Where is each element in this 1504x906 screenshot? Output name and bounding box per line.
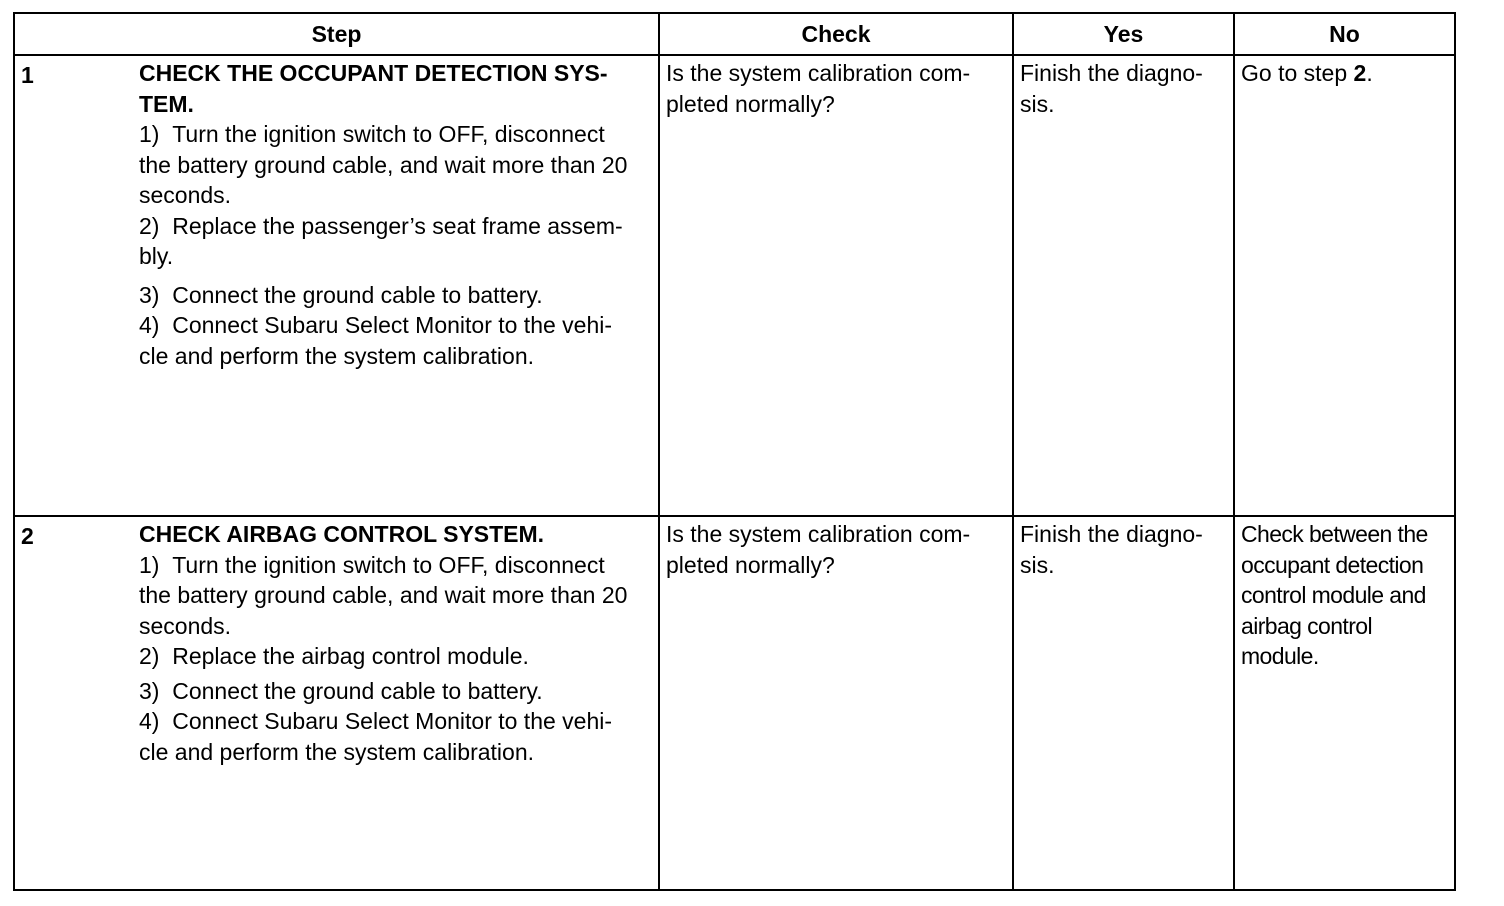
yes-cell [1013,55,1234,516]
instruction-line: the battery ground cable, and wait more than 20 [139,582,628,608]
instruction-line: the battery ground cable, and wait more than 20 [139,151,628,178]
check-cell [659,55,1013,516]
no-action: Go to step [1241,60,1354,86]
step-title: CHECK AIRBAG CONTROL SYSTEM. [139,521,545,547]
header-step: Step [14,13,659,55]
step-title-continued: TEM. [139,90,194,117]
step-cell [14,516,659,890]
step-number: 1 [21,62,34,88]
instruction-line: cle and perform the system calibration. [139,738,535,765]
step-body [139,56,654,371]
no-action: Check between the [1241,521,1428,547]
no-action-continued: occupant detection [1241,551,1424,578]
no-step-reference: 2 [1353,60,1367,86]
check-question: Is the system calibration com- [666,60,971,86]
yes-action-continued: sis. [1020,90,1055,117]
instruction-line: cle and perform the system calibration. [139,342,535,369]
instruction-line: seconds. [139,612,232,639]
step-title: CHECK THE OCCUPANT DETECTION SYS- [139,60,608,86]
yes-action-continued: sis. [1020,551,1055,578]
header-row [14,13,1455,55]
no-action-continued: module. [1241,643,1319,669]
check-question-continued: pleted normally? [666,90,835,117]
no-action-end: . [1366,60,1373,86]
yes-action: Finish the diagno- [1020,60,1203,86]
no-cell [1234,55,1455,516]
instruction-line: 2) Replace the airbag control module. [139,643,529,669]
step-number: 2 [21,523,34,549]
header-no: No [1234,13,1455,55]
yes-cell [1013,516,1234,890]
instruction-line: 2) Replace the passenger’s seat frame assem- [139,212,623,239]
instruction-line: 1) Turn the ignition switch to OFF, disconnect [139,121,605,147]
instruction-line: 3) Connect the ground cable to battery. [139,281,543,308]
instruction-line: 4) Connect Subaru Select Monitor to the vehi- [139,312,613,338]
instruction-line: 4) Connect Subaru Select Monitor to the vehi- [139,708,613,734]
check-question: Is the system calibration com- [666,521,971,547]
instruction-line: 3) Connect the ground cable to battery. [139,677,543,704]
no-action-continued: airbag control [1241,612,1372,639]
yes-action: Finish the diagno- [1020,521,1203,547]
check-cell [659,516,1013,890]
table-row [14,55,1455,516]
table-row [14,516,1455,890]
header-check: Check [659,13,1013,55]
check-question-continued: pleted normally? [666,551,835,578]
instruction-line: bly. [139,243,174,269]
step-cell [14,55,659,516]
diagnosis-table [13,12,1456,891]
step-body [139,517,654,767]
no-action-continued: control module and [1241,582,1426,608]
instruction-line: seconds. [139,182,232,208]
no-cell [1234,516,1455,890]
instruction-line: 1) Turn the ignition switch to OFF, disconnect [139,551,605,578]
header-yes: Yes [1013,13,1234,55]
